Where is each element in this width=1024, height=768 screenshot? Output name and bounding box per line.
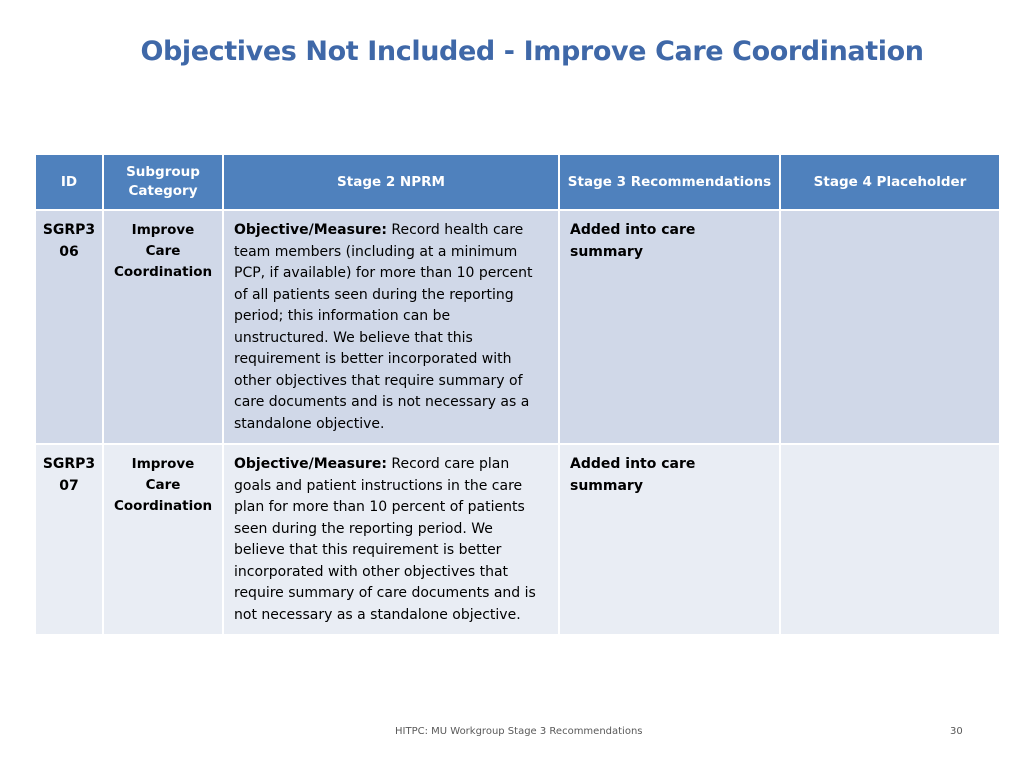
row-stage4-placeholder	[780, 444, 1000, 635]
header-stage-2-nprm: Stage 2 NPRM	[223, 154, 559, 210]
page-number: 30	[950, 726, 963, 737]
slide-title: Objectives Not Included - Improve Care Coordination	[140, 36, 924, 67]
objectives-table	[34, 153, 1001, 636]
header-stage-4-placeholder: Stage 4 Placeholder	[780, 154, 1000, 210]
row-stage2-nprm	[223, 210, 559, 444]
row-stage4-placeholder	[780, 210, 1000, 444]
row-stage3-recommendation: Added into care summary	[559, 210, 780, 444]
row-id: SGRP3 07	[35, 444, 103, 635]
table-header-row	[35, 154, 1000, 210]
table-row	[35, 444, 1000, 635]
objective-measure-text: Record health care team members (including at a minimum PCP, if available) for more than 10 percent of all patients seen during the reporting period; this information can be unstructured. We believe that this requirement is better incorporated with other objectives that require summary of care documents and is not necessary as a standalone objective.	[234, 222, 533, 432]
header-subgroup-category: Subgroup Category	[103, 154, 223, 210]
header-id: ID	[35, 154, 103, 210]
row-id: SGRP3 06	[35, 210, 103, 444]
row-stage2-nprm	[223, 444, 559, 635]
objective-measure-label: Objective/Measure:	[234, 222, 387, 238]
row-subgroup: Improve Care Coordination	[103, 210, 223, 444]
header-stage-3-recommendations: Stage 3 Recommendations	[559, 154, 780, 210]
slide-footer: HITPC: MU Workgroup Stage 3 Recommendations	[395, 726, 643, 737]
row-subgroup: Improve Care Coordination	[103, 444, 223, 635]
objective-measure-text: Record care plan goals and patient instructions in the care plan for more than 10 percent of patients seen during the reporting period. We believe that this requirement is better incorporated with other objectives that require summary of care documents and is not necessary as a standalone objective.	[234, 456, 536, 623]
objective-measure-label: Objective/Measure:	[234, 456, 387, 472]
row-stage3-recommendation: Added into care summary	[559, 444, 780, 635]
table-row	[35, 210, 1000, 444]
